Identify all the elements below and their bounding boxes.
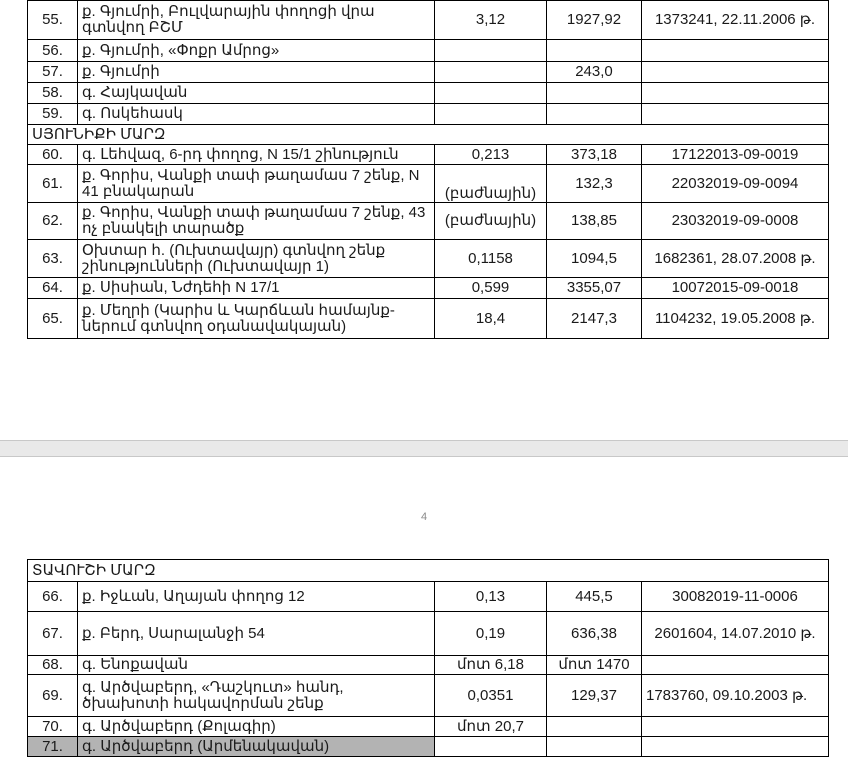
region-heading: ՍՅՈՒՆԻՔԻ ՄԱՐԶ [28, 125, 829, 145]
land-area-cell [435, 104, 547, 125]
land-area-cell: 0,599 [435, 278, 547, 299]
location-cell: ք. Գյումրի [78, 62, 435, 83]
property-table-page-2 [27, 559, 829, 757]
row-number: 58. [28, 83, 78, 104]
land-area-cell: 0,13 [435, 582, 547, 612]
certificate-cell: 1104232, 19.05.2008 թ. [642, 299, 829, 339]
land-area-cell [435, 62, 547, 83]
table-row [28, 104, 829, 125]
building-area-cell: 132,3 [547, 165, 642, 203]
row-number: 71. [28, 737, 78, 757]
certificate-cell: 10072015-09-0018 [642, 278, 829, 299]
building-area-cell [547, 104, 642, 125]
certificate-cell [642, 104, 829, 125]
certificate-cell: 1373241, 22.11.2006 թ. [642, 1, 829, 40]
location-cell: գ. Ոսկեհասկ [78, 104, 435, 125]
land-area-cell: 0,213 [435, 145, 547, 165]
row-number: 65. [28, 299, 78, 339]
land-area-cell [435, 40, 547, 62]
land-area-cell: մոտ 20,7 [435, 717, 547, 737]
land-area-cell: 18,4 [435, 299, 547, 339]
building-area-cell [547, 40, 642, 62]
page-number: 4 [420, 511, 428, 523]
land-area-cell [435, 83, 547, 104]
property-table-page-1 [27, 0, 829, 339]
building-area-cell: 2147,3 [547, 299, 642, 339]
table-row [28, 675, 829, 717]
table-row [28, 656, 829, 675]
row-number: 57. [28, 62, 78, 83]
row-number: 62. [28, 203, 78, 240]
table-row [28, 299, 829, 339]
certificate-cell [642, 83, 829, 104]
certificate-cell: 22032019-09-0094 [642, 165, 829, 203]
land-area-cell: 0,1158 [435, 240, 547, 278]
location-cell: ք. Գորիս, Վանքի տափ թաղամաս 7 շենք, N 41 բնակարան [78, 165, 435, 203]
row-number: 70. [28, 717, 78, 737]
location-cell: Օխտար հ. (Ուխտավայր) գտնվող շենք շինությունների (Ուխտավայր 1) [78, 240, 435, 278]
building-area-cell [547, 737, 642, 757]
location-cell: ք. Իջևան, Աղայան փողոց 12 [78, 582, 435, 612]
row-number: 59. [28, 104, 78, 125]
location-cell: ք. Բերդ, Սարալանջի 54 [78, 612, 435, 656]
table-row [28, 1, 829, 40]
table-row [28, 717, 829, 737]
certificate-cell: 23032019-09-0008 [642, 203, 829, 240]
location-cell: գ. Լեհվազ, 6-րդ փողոց, N 15/1 շինություն [78, 145, 435, 165]
table-row [28, 62, 829, 83]
building-area-cell: 1094,5 [547, 240, 642, 278]
building-area-cell [547, 83, 642, 104]
certificate-cell: 30082019-11-0006 [642, 582, 829, 612]
row-number: 68. [28, 656, 78, 675]
row-number: 66. [28, 582, 78, 612]
building-area-cell: մոտ 1470 [547, 656, 642, 675]
row-number: 67. [28, 612, 78, 656]
table-row [28, 40, 829, 62]
certificate-cell: 17122013-09-0019 [642, 145, 829, 165]
region-header-row [28, 560, 829, 582]
building-area-cell: 138,85 [547, 203, 642, 240]
certificate-cell [642, 717, 829, 737]
certificate-cell [642, 40, 829, 62]
row-number: 55. [28, 1, 78, 40]
location-cell: գ. Ենոքավան [78, 656, 435, 675]
region-heading: ՏԱՎՈՒՇԻ ՄԱՐԶ [28, 560, 829, 582]
location-cell: գ. Հայկավան [78, 83, 435, 104]
location-cell: գ. Արծվաբերդ (Քոլագիր) [78, 717, 435, 737]
location-cell: ք. Մեղրի (Կարիս և Կարճևան համայնք-ներում գտնվող օդանավակայան) [78, 299, 435, 339]
building-area-cell: 129,37 [547, 675, 642, 717]
location-cell: ք. Գյումրի, «Փոքր Ամրոց» [78, 40, 435, 62]
table-row [28, 278, 829, 299]
location-cell: ք. Գորիս, Վանքի տափ թաղամաս 7 շենք, 43 ոչ բնակելի տարածք [78, 203, 435, 240]
building-area-cell [547, 717, 642, 737]
land-area-cell: 0,0351 [435, 675, 547, 717]
table-row [28, 240, 829, 278]
table-row [28, 165, 829, 203]
table-row [28, 203, 829, 240]
table-row [28, 612, 829, 656]
certificate-cell: 1682361, 28.07.2008 թ. [642, 240, 829, 278]
region-header-row [28, 125, 829, 145]
row-number: 60. [28, 145, 78, 165]
building-area-cell: 373,18 [547, 145, 642, 165]
certificate-cell [642, 737, 829, 757]
document-page-2 [0, 456, 848, 769]
certificate-cell: 2601604, 14.07.2010 թ. [642, 612, 829, 656]
location-cell: գ. Արծվաբերդ (Արմենակավան) [78, 737, 435, 757]
row-number: 69. [28, 675, 78, 717]
building-area-cell: 1927,92 [547, 1, 642, 40]
land-area-cell [435, 737, 547, 757]
land-area-cell: 0,19 [435, 612, 547, 656]
location-cell: ք. Գյումրի, Բուլվարային փողոցի վրա գտնվող ԲՇՄ [78, 1, 435, 40]
building-area-cell: 243,0 [547, 62, 642, 83]
building-area-cell: 445,5 [547, 582, 642, 612]
certificate-cell [642, 62, 829, 83]
building-area-cell: 636,38 [547, 612, 642, 656]
table-row [28, 145, 829, 165]
table-row [28, 737, 829, 757]
location-cell: գ. Արծվաբերդ, «Դաշկուտ» հանդ, ծխախոտի հակավորման շենք [78, 675, 435, 717]
row-number: 64. [28, 278, 78, 299]
land-area-cell: 3,12 [435, 1, 547, 40]
certificate-cell: 1783760, 09.10.2003 թ. [642, 675, 829, 717]
row-number: 56. [28, 40, 78, 62]
land-area-cell: մոտ 6,18 [435, 656, 547, 675]
location-cell: ք. Սիսիան, Նժդեհի N 17/1 [78, 278, 435, 299]
table-row [28, 83, 829, 104]
row-number: 61. [28, 165, 78, 203]
land-area-cell: (բաժնային) [435, 203, 547, 240]
building-area-cell: 3355,07 [547, 278, 642, 299]
table-row [28, 582, 829, 612]
certificate-cell [642, 656, 829, 675]
land-area-cell: (բաժնային) [435, 165, 547, 203]
row-number: 63. [28, 240, 78, 278]
